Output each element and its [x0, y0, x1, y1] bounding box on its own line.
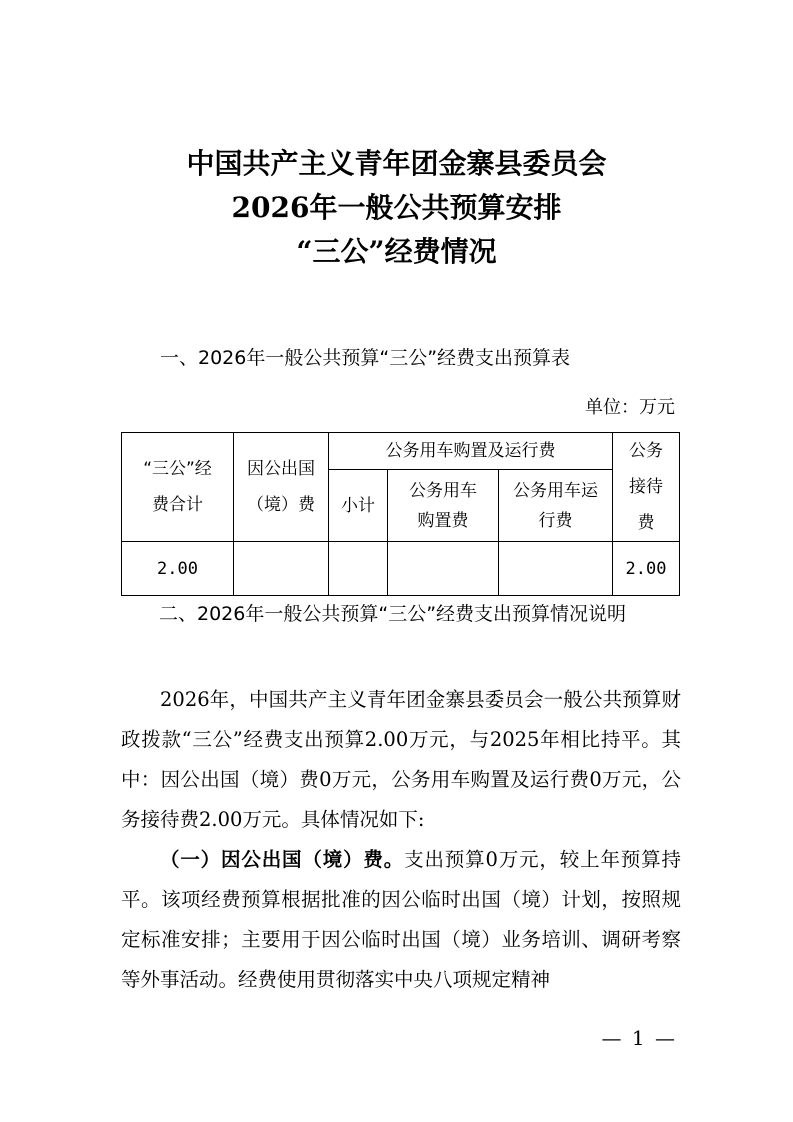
header-vehicle-group: 公务用车购置及运行费	[329, 433, 613, 470]
cell-reception: 2.00	[613, 542, 680, 596]
budget-table	[121, 432, 680, 596]
paragraph-2-text: 支出预算0万元，较上年预算持平。该项经费预算根据批准的因公临时出国（境）计划，按照规定标准安排；主要用于因公临时出国（境）业务培训、调研考察等外事活动。经费使用贯彻落实中央八项规定精神	[121, 848, 681, 991]
cell-purchase	[388, 542, 499, 596]
header-subtotal: 小计	[329, 470, 388, 542]
page-number: — 1 —	[601, 1026, 677, 1050]
cell-abroad	[234, 542, 329, 596]
body-text	[121, 680, 681, 1000]
document-title	[0, 142, 793, 274]
header-purchase: 公务用车购置费	[388, 470, 499, 542]
title-line-2: 2026年一般公共预算安排	[231, 191, 562, 224]
title-line-1: 中国共产主义青年团金寨县委员会	[186, 147, 607, 180]
cell-subtotal	[329, 542, 388, 596]
header-total: “三公”经费合计	[122, 433, 234, 542]
cell-operation	[499, 542, 613, 596]
cell-total: 2.00	[122, 542, 234, 596]
unit-label: 单位：万元	[585, 397, 675, 418]
header-operation: 公务用车运行费	[499, 470, 613, 542]
header-reception: 公务接待费	[613, 433, 680, 542]
header-abroad: 因公出国（境）费	[234, 433, 329, 542]
title-line-3: “三公”经费情况	[296, 235, 497, 268]
section2-heading-text: 二、2026年一般公共预算“三公”经费支出预算情况说明	[159, 603, 627, 625]
paragraph-2-heading: （一）因公出国（境）费。	[160, 848, 405, 871]
paragraph-1: 2026年，中国共产主义青年团金寨县委员会一般公共预算财政拨款“三公”经费支出预算2.00万元，与2025年相比持平。其中：因公出国（境）费0万元，公务用车购置及运行费0万元，公务接待费2.00万元。具体情况如下:	[121, 688, 681, 831]
section1-heading: 一、2026年一般公共预算“三公”经费支出预算表	[160, 347, 571, 369]
section2-heading	[121, 594, 681, 634]
paragraph-2	[121, 840, 681, 1000]
